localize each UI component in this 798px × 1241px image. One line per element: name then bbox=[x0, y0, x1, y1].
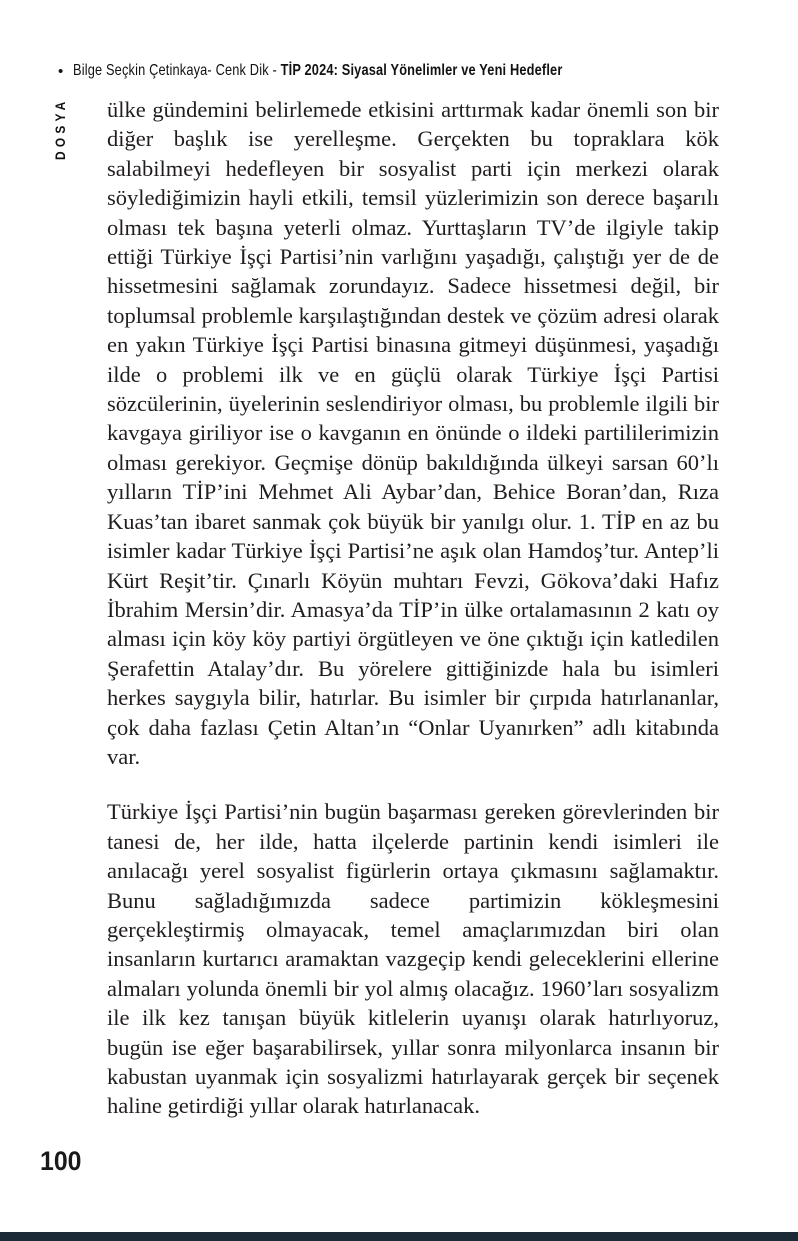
bullet-icon: • bbox=[58, 62, 64, 80]
body-paragraph: Türkiye İşçi Partisi’nin bugün başarması gereken görevlerinden bir tanesi de, her ilde, hatta ilçelerde partinin kendi isimleri ile anılacağı yerel sosyalist figürlerin ortaya çıkmasını sağlamaktır. Bunu sağladığımızda sadece partimizin kökleşmesini gerçekleştirmiş olmayacak, temel amaçlarımızdan biri olan insanların kurtarıcı aramaktan vazgeçip kendi geleceklerini ellerine almaları yolunda önemli bir yol almış olacağız. 1960’ları sosyalizm ile ilk kez tanışan büyük kitlelerin uyanışı olarak hatırlıyoruz, bugün ise eğer başarabilirsek, yıllar sonra milyonlarca insanın bir kabustan uyanmak için sosyalizmi hatırlayarak gerçek bir seçenek haline getirdiği yıllar olarak hatırlanacak. bbox=[107, 799, 719, 1119]
page-number: 100 bbox=[40, 1146, 82, 1176]
running-header-text bbox=[73, 62, 562, 80]
body-paragraph: ülke gündemini belirlemede etkisini arttırmak kadar önemli son bir diğer başlık ise yerelleşme. Gerçekten bu topraklara kök salabilmeyi hedefleyen bir sosyalist parti için merkezi olarak söylediğimizin hayli etkili, temsil yüzlerimizin son derece başarılı olması tek başına yeterli olmaz. Yurttaşların TV’de ilgiyle takip ettiği Türkiye İşçi Partisi’nin varlığını yaşadığı, çalıştığı yer de de hissetmesini sağlamak zorundayız. Sadece hissetmesi değil, bir toplumsal problemle karşılaştığından destek ve çözüm adresi olarak en yakın Türkiye İşçi Partisi binasına gitmeyi düşünmesi, yaşadığı ilde o problemi ilk ve en güçlü olarak Türkiye İşçi Partisi sözcülerinin, üyelerinin seslendiriyor olması, bu problemle ilgili bir kavgaya giriliyor ise o kavganın en önünde o ildeki partililerimizin olması gerekiyor. Geçmişe dönüp bakıldığında ülkeyi sarsan 60’lı yılların TİP’ini Mehmet Ali Aybar’dan, Behice Boran’dan, Rıza Kuas’tan ibaret sanmak çok büyük bir yanılgı olur. 1. TİP en az bu isimler kadar Türkiye İşçi Partisi’ne aşık olan Hamdoş’tur. Antep’li Kürt Reşit’tir. Çınarlı Köyün muhtarı Fevzi, Gökova’daki Hafız İbrahim Mersin’dir. Amasya’da TİP’in ülke ortalamasının 2 katı oy alması için köy köy partiyi örgütleyen ve öne çıktığı için katledilen Şerafettin Atalay’dır. Bu yörelere gittiğinizde hala bu isimleri herkes saygıyla bilir, hatırlar. Bu isimler bir çırpıda hatırlananlar, çok daha fazlası Çetin Altan’ın “Onlar Uyanırken” adlı kitabında var. bbox=[107, 97, 719, 769]
article-body bbox=[107, 95, 719, 1121]
footer-bar bbox=[0, 1232, 798, 1241]
running-header bbox=[58, 62, 685, 80]
header-authors: Bilge Seçkin Çetinkaya- Cenk Dik - bbox=[73, 62, 281, 79]
dossier-vertical-label: DOSYA bbox=[52, 97, 68, 160]
header-article-title: TİP 2024: Siyasal Yönelimler ve Yeni Hedefler bbox=[280, 62, 563, 79]
